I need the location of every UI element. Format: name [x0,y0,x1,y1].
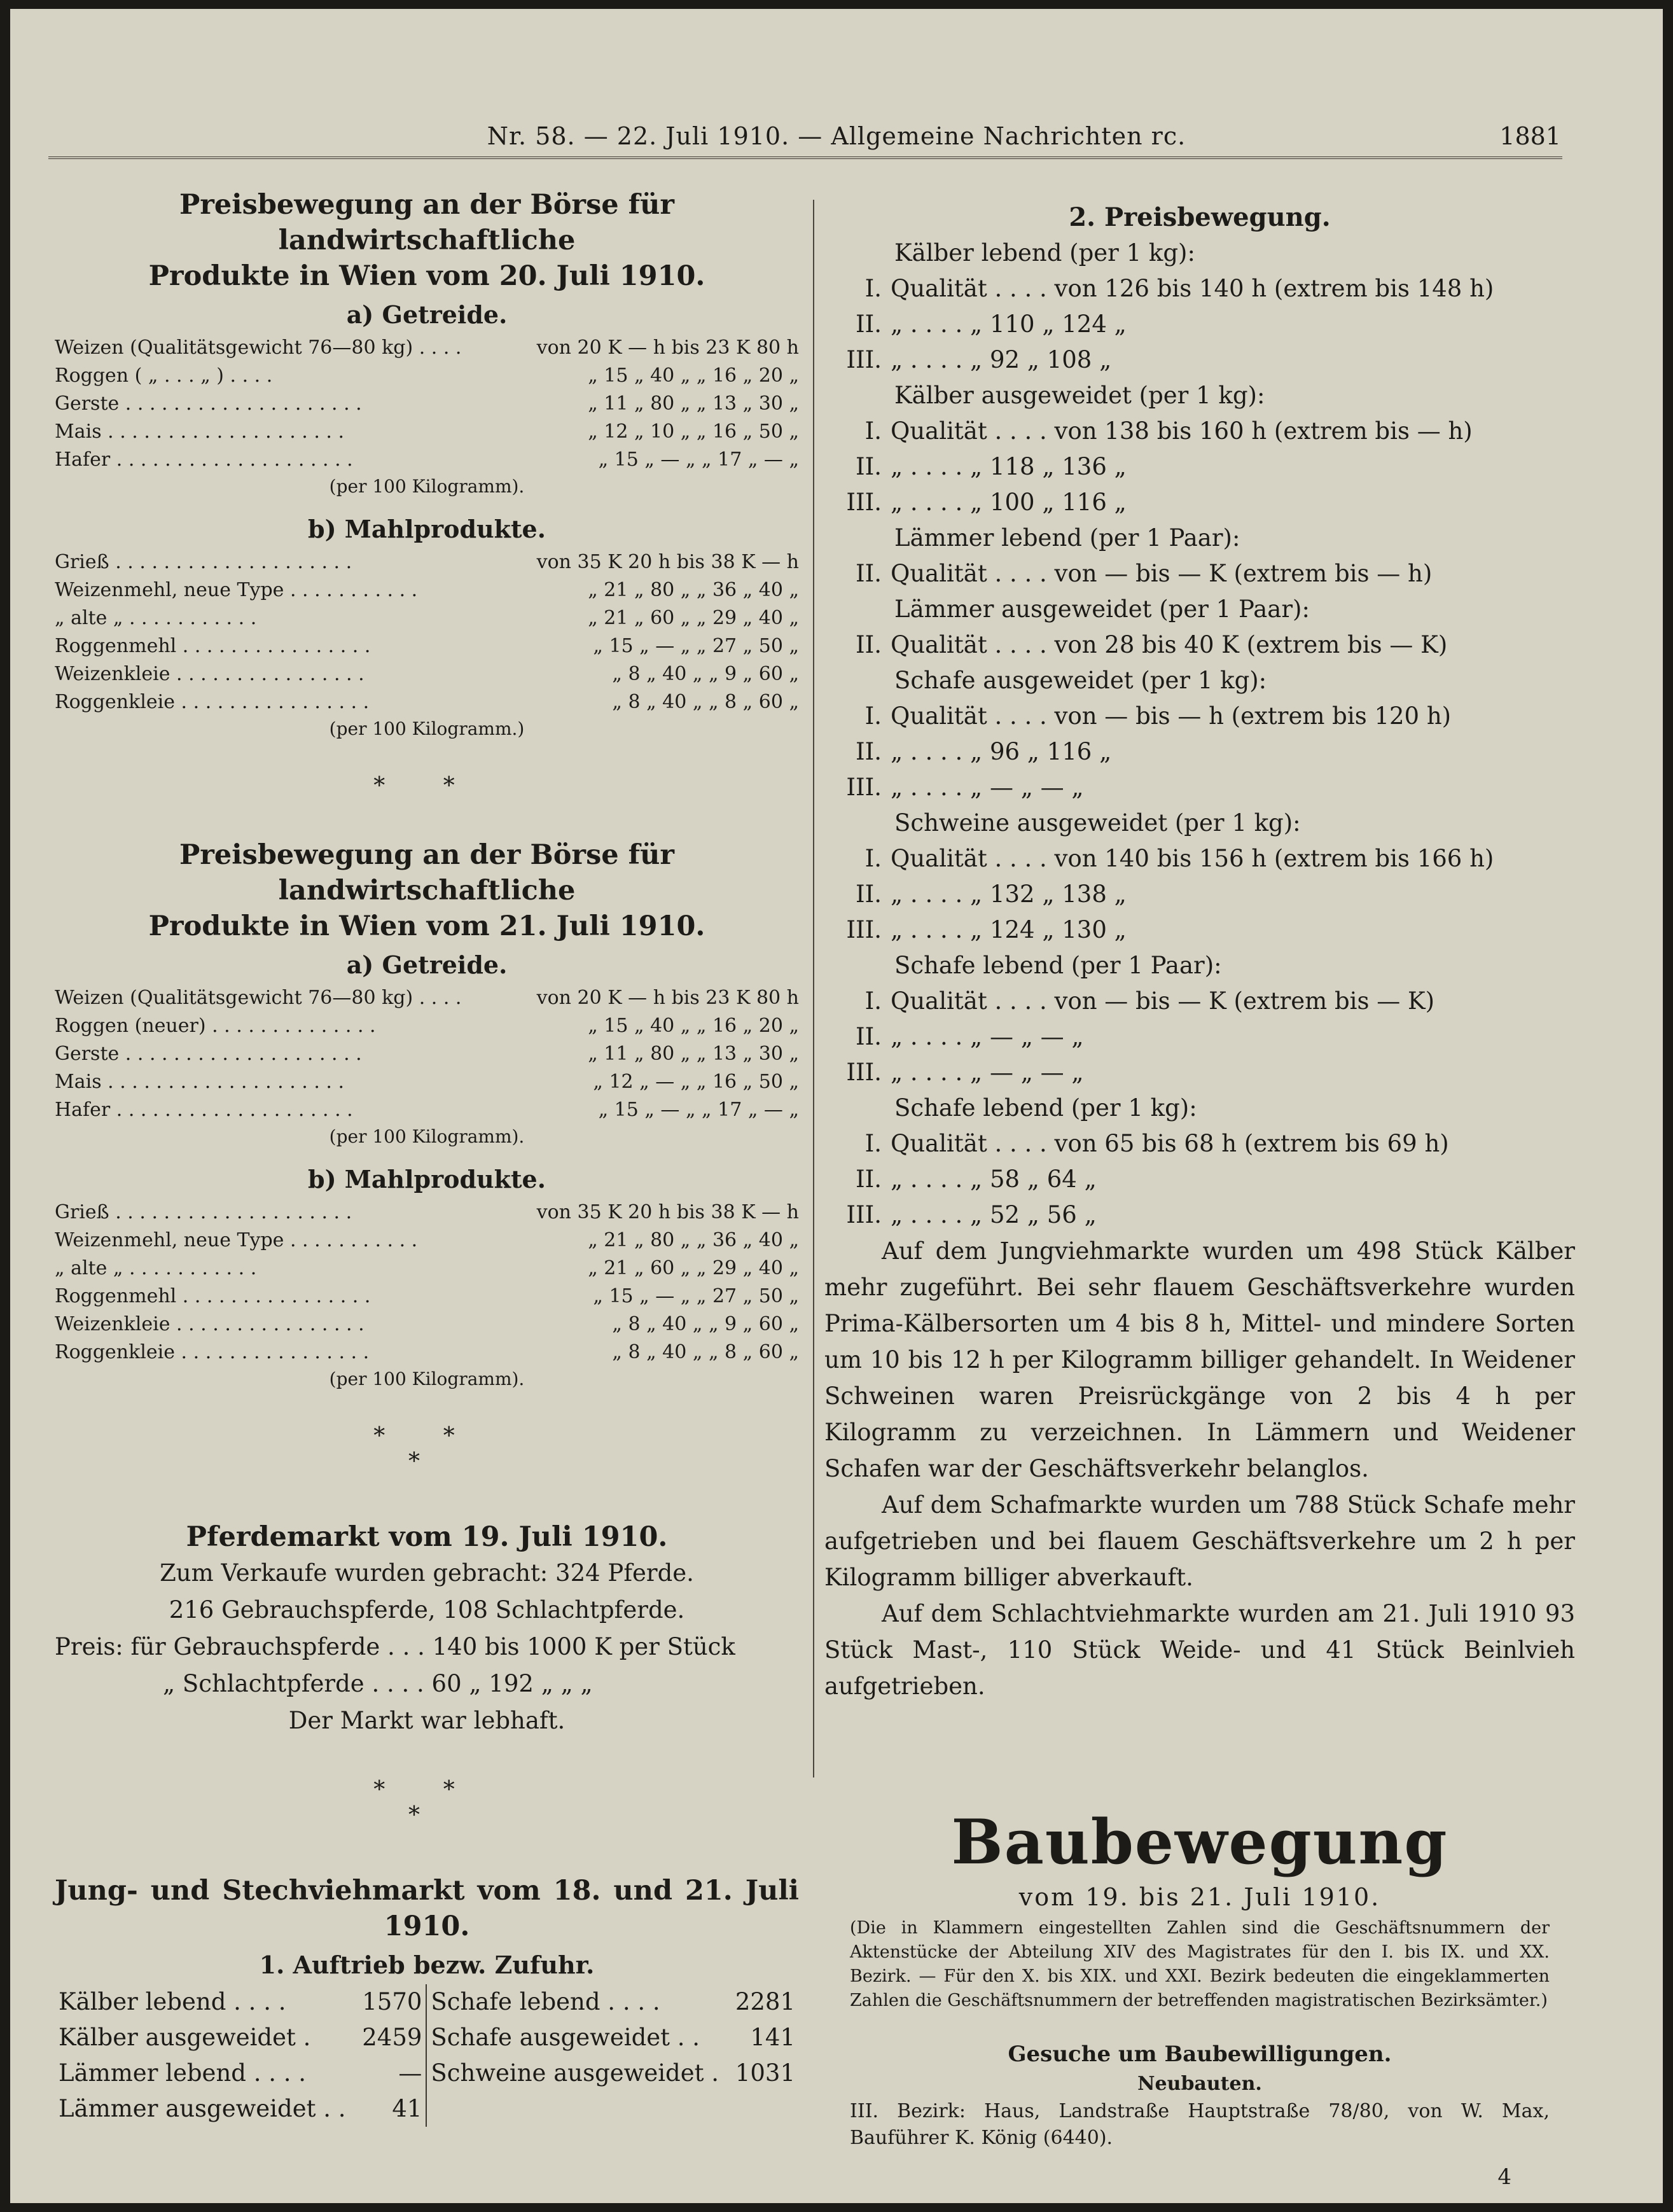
quality-prices: Qualität . . . . von — bis — K (extrem bis — h) [891,560,1433,587]
price-label: Weizenkleie . . . . . . . . . . . . . . . . [55,663,364,685]
auftrieb-label: Kälber lebend . . . . [59,1988,286,2015]
separator-stars: * * * [373,1423,480,1475]
jung-title-line2: 1910. [384,1910,470,1942]
paragraph-schafmarkt: Auf dem Schafmarkte wurden um 788 Stück Schafe mehr aufgetrieben und bei flauem Geschäftsverkehre um 2 h per Kilogramm billiger abverkauft. [824,1491,1575,1591]
quality-grade: II. [856,560,882,587]
price-row [55,1283,799,1311]
price-value: „ 21 „ 60 „ „ 29 „ 40 „ [588,1257,799,1279]
quality-prices: „ . . . . „ — „ — „ [891,1023,1084,1050]
auftrieb-label: Schafe lebend . . . . [426,1984,730,2020]
quality-row [824,271,1575,307]
quality-prices: „ . . . . „ 58 „ 64 „ [891,1165,1097,1193]
price-row [55,1227,799,1255]
quality-grade: I. [864,845,882,872]
price-row [55,1311,799,1339]
price-value: von 35 K 20 h bis 38 K — h [536,1201,799,1223]
category-heading: Lämmer ausgeweidet (per 1 Paar): [894,595,1310,623]
auftrieb-row [55,2020,799,2055]
preisbew-groups [824,235,1575,1233]
quality-grade: I. [864,275,882,302]
auftrieb-label: Kälber ausgeweidet . [59,2024,311,2051]
quality-prices: „ . . . . „ 132 „ 138 „ [891,880,1127,908]
sec1-title-line2: Produkte in Wien vom 20. Juli 1910. [148,260,705,292]
category-heading: Schafe ausgeweidet (per 1 kg): [894,667,1267,694]
signature-number: 4 [1497,2164,1511,2190]
quality-prices: Qualität . . . . von 138 bis 160 h (extrem bis — h) [891,417,1473,445]
price-value: „ 15 „ 40 „ „ 16 „ 20 „ [588,365,799,387]
pferd-line2: 216 Gebrauchspferde, 108 Schlachtpferde. [169,1596,685,1624]
price-label: Weizenmehl, neue Type . . . . . . . . . . . [55,1229,418,1251]
auftrieb-label [426,2091,730,2127]
price-value: „ 15 „ — „ „ 27 „ 50 „ [593,1285,799,1307]
quality-row [824,841,1575,877]
quality-row [824,877,1575,912]
quality-row [824,485,1575,520]
auftrieb-count: 141 [750,2024,795,2051]
category-heading: Kälber ausgeweidet (per 1 kg): [894,382,1265,409]
quality-row [824,414,1575,449]
page-number: 1881 [1499,122,1561,150]
quality-prices: Qualität . . . . von — bis — K (extrem bis — K) [891,987,1435,1015]
sec2-note-b: (per 100 Kilogramm). [329,1368,525,1389]
price-row [55,576,799,604]
quality-prices: „ . . . . „ 124 „ 130 „ [891,916,1127,943]
quality-prices: „ . . . . „ — „ — „ [891,1059,1084,1086]
price-row [55,362,799,390]
price-value: „ 11 „ 80 „ „ 13 „ 30 „ [588,1043,799,1065]
quality-row [824,734,1575,770]
auftrieb-label: Lämmer lebend . . . . [59,2059,307,2087]
preisbew-title: 2. Preisbewegung. [1069,202,1331,232]
quality-grade: II. [856,631,882,658]
quality-prices: „ . . . . „ 118 „ 136 „ [891,453,1127,480]
neubauten-heading: Neubauten. [1137,2073,1262,2095]
pferd-title: Pferdemarkt vom 19. Juli 1910. [186,1521,668,1553]
auftrieb-count: 1570 [362,1988,422,2015]
price-row [55,548,799,576]
quality-grade: I. [864,987,882,1015]
paragraph-jungvieh: Auf dem Jungviehmarkte wurden um 498 Stück Kälber mehr zugeführt. Bei sehr flauem Geschäftsverkehre wurden Prima-Kälbersorten um 4 bis 8 h, Mittel- und mindere Sorten um 10 bis 12 h per Kilogramm billiger gehandelt. In Weidener Schweinen waren Preisrückgänge von 2 bis 4 h per Kilogramm zu verzeichnen. In Lämmern und Weidener Schafen war der Geschäftsverkehr belanglos. [824,1237,1575,1482]
baubewegung-note: (Die in Klammern eingestellten Zahlen sind die Geschäftsnummern der Aktenstücke der Abteilung XIV des Magistrates für den I. bis IX. und XX. Bezirk. — Für den X. bis XIX. und XXI. Bezirk bedeuten die eingeklammerten Zahlen die Geschäftsnummern der betreffenden magistratischen Bezirksämter.) [850,1918,1550,2010]
quality-prices: „ . . . . „ — „ — „ [891,774,1084,801]
quality-grade: I. [864,1130,882,1157]
price-value: „ 8 „ 40 „ „ 8 „ 60 „ [612,691,799,713]
price-value: „ 15 „ — „ „ 17 „ — „ [598,449,799,471]
auftrieb-count [730,2091,799,2127]
price-label: Grieß . . . . . . . . . . . . . . . . . . . . [55,1201,352,1223]
quality-prices: Qualität . . . . von 28 bis 40 K (extrem bis — K) [891,631,1448,658]
price-row [55,446,799,474]
quality-grade: III. [846,1059,882,1086]
quality-row [824,1019,1575,1055]
price-row [55,604,799,632]
price-value: von 20 K — h bis 23 K 80 h [536,987,799,1009]
neubau-entry: III. Bezirk: Haus, Landstraße Hauptstraße 78/80, von W. Max, Bauführer K. König (6440). [850,2100,1550,2149]
quality-prices: „ . . . . „ 110 „ 124 „ [891,310,1127,338]
price-label: Roggenmehl . . . . . . . . . . . . . . . . [55,635,371,657]
price-label: Mais . . . . . . . . . . . . . . . . . . . . [55,1071,345,1093]
baubewegung-title: Baubewegung [951,1806,1448,1878]
pferd-line3: Der Markt war lebhaft. [288,1707,566,1734]
price-label: Gerste . . . . . . . . . . . . . . . . . . . . [55,393,362,415]
auftrieb-row [55,2055,799,2091]
price-label: Roggen ( „ . . . „ ) . . . . [55,365,273,387]
quality-grade: III. [846,916,882,943]
price-label: Roggenmehl . . . . . . . . . . . . . . . . [55,1285,371,1307]
quality-grade: II. [856,453,882,480]
price-value: „ 15 „ — „ „ 17 „ — „ [598,1099,799,1121]
price-value: „ 21 „ 80 „ „ 36 „ 40 „ [588,579,799,601]
price-label: Weizenmehl, neue Type . . . . . . . . . . . [55,579,418,601]
price-label: Roggenkleie . . . . . . . . . . . . . . . . [55,1341,370,1363]
quality-row [824,556,1575,592]
quality-row [824,912,1575,948]
quality-prices: „ . . . . „ 52 „ 56 „ [891,1201,1097,1228]
price-row [55,1096,799,1124]
price-label: Grieß . . . . . . . . . . . . . . . . . . . . [55,551,352,573]
quality-grade: II. [856,1165,882,1193]
quality-grade: II. [856,1023,882,1050]
quality-row [824,1197,1575,1233]
auftrieb-count: 2281 [735,1988,795,2015]
pferd-preis2: „ Schlachtpferde . . . . 60 „ 192 „ „ „ [163,1670,593,1697]
category-heading: Kälber lebend (per 1 kg): [894,239,1195,267]
quality-row [824,699,1575,734]
price-row [55,1068,799,1096]
sec1-note-a: (per 100 Kilogramm). [329,476,525,497]
price-value: „ 8 „ 40 „ „ 9 „ 60 „ [612,663,799,685]
quality-grade: II. [856,310,882,338]
price-label: Weizen (Qualitätsgewicht 76—80 kg) . . . . [55,337,462,359]
quality-row [824,984,1575,1019]
quality-grade: II. [856,738,882,765]
quality-row [824,342,1575,378]
running-header: Nr. 58. — 22. Juli 1910. — Allgemeine Nachrichten rc. [487,122,1186,150]
quality-prices: Qualität . . . . von — bis — h (extrem bis 120 h) [891,702,1452,730]
price-value: „ 15 „ 40 „ „ 16 „ 20 „ [588,1015,799,1037]
quality-row [824,449,1575,485]
sec2-sub-mahl: b) Mahlprodukte. [308,1165,546,1193]
price-value: von 20 K — h bis 23 K 80 h [536,337,799,359]
price-value: von 35 K 20 h bis 38 K — h [536,551,799,573]
price-value: „ 15 „ — „ „ 27 „ 50 „ [593,635,799,657]
auftrieb-label: Schafe ausgeweidet . . [426,2020,730,2055]
quality-prices: Qualität . . . . von 65 bis 68 h (extrem bis 69 h) [891,1130,1449,1157]
baubewegung-sub: vom 19. bis 21. Juli 1910. [1018,1883,1381,1911]
price-label: Gerste . . . . . . . . . . . . . . . . . . . . [55,1043,362,1065]
price-value: „ 21 „ 60 „ „ 29 „ 40 „ [588,607,799,629]
quality-prices: Qualität . . . . von 126 bis 140 h (extrem bis 148 h) [891,275,1494,302]
auftrieb-count: 41 [392,2095,422,2122]
category-heading: Schafe lebend (per 1 Paar): [894,952,1222,979]
sec2-title-line1: Preisbewegung an der Börse für landwirtschaftliche [179,839,675,907]
sec2-mahl-list [55,1199,799,1367]
quality-row [824,770,1575,805]
price-label: „ alte „ . . . . . . . . . . . [55,1257,257,1279]
category-heading: Schweine ausgeweidet (per 1 kg): [894,809,1301,837]
price-row [55,984,799,1012]
quality-grade: III. [846,774,882,801]
price-label: Weizenkleie . . . . . . . . . . . . . . . . [55,1313,364,1335]
sec1-getreide-list [55,334,799,474]
auftrieb-count: 2459 [362,2024,422,2051]
quality-grade: III. [846,489,882,516]
price-label: Hafer . . . . . . . . . . . . . . . . . . . . [55,449,353,471]
gesuche-heading: Gesuche um Baubewilligungen. [1008,2042,1392,2067]
quality-row [824,1162,1575,1197]
price-value: „ 8 „ 40 „ „ 8 „ 60 „ [612,1341,799,1363]
auftrieb-count: 1031 [735,2059,795,2087]
auftrieb-label: Schweine ausgeweidet . [426,2055,730,2091]
sec1-sub-getreide: a) Getreide. [346,300,508,329]
sec1-sub-mahl: b) Mahlprodukte. [308,515,546,543]
quality-prices: Qualität . . . . von 140 bis 156 h (extrem bis 166 h) [891,845,1494,872]
separator-stars: * * * [373,1777,480,1828]
quality-grade: I. [864,417,882,445]
quality-prices: „ . . . . „ 96 „ 116 „ [891,738,1112,765]
price-row [55,1339,799,1367]
quality-grade: II. [856,880,882,908]
price-label: Hafer . . . . . . . . . . . . . . . . . . . . [55,1099,353,1121]
paragraph-schlachtvieh: Auf dem Schlachtviehmarkte wurden am 21. Juli 1910 93 Stück Mast-, 110 Stück Weide- und 41 Stück Beinlvieh aufgetrieben. [824,1600,1575,1700]
price-value: „ 12 „ — „ „ 16 „ 50 „ [593,1071,799,1093]
price-label: „ alte „ . . . . . . . . . . . [55,607,257,629]
left-column [55,187,799,2127]
sec2-note-a: (per 100 Kilogramm). [329,1126,525,1147]
price-row [55,418,799,446]
jung-title-line1: Jung- und Stechviehmarkt vom 18. und 21. Juli [55,1875,799,1907]
right-column [824,200,1575,2190]
quality-prices: „ . . . . „ 92 „ 108 „ [891,346,1112,373]
category-heading: Lämmer lebend (per 1 Paar): [894,524,1240,552]
price-value: „ 12 „ 10 „ „ 16 „ 50 „ [588,421,799,443]
price-row [55,1255,799,1283]
sec2-title-line2: Produkte in Wien vom 21. Juli 1910. [148,910,705,942]
price-row [55,1199,799,1227]
price-row [55,632,799,660]
auftrieb-label: Lämmer ausgeweidet . . [59,2095,346,2122]
auftrieb-table [55,1984,799,2127]
jung-sub: 1. Auftrieb bezw. Zufuhr. [259,1951,595,1979]
separator-stars: * * [373,773,480,799]
price-label: Roggenkleie . . . . . . . . . . . . . . . . [55,691,370,713]
price-row [55,390,799,418]
header-rule [48,157,1562,159]
price-value: „ 21 „ 80 „ „ 36 „ 40 „ [588,1229,799,1251]
price-label: Roggen (neuer) . . . . . . . . . . . . . . [55,1015,376,1037]
pferd-line1: Zum Verkaufe wurden gebracht: 324 Pferde. [160,1559,694,1587]
price-label: Weizen (Qualitätsgewicht 76—80 kg) . . . . [55,987,462,1009]
price-value: „ 8 „ 40 „ „ 9 „ 60 „ [612,1313,799,1335]
price-row [55,688,799,716]
quality-grade: I. [864,702,882,730]
sec2-getreide-list [55,984,799,1124]
quality-row [824,1126,1575,1162]
sec1-title-line1: Preisbewegung an der Börse für landwirtschaftliche [179,189,675,256]
newspaper-page [10,9,1663,2203]
quality-grade: III. [846,346,882,373]
quality-row [824,627,1575,663]
sec1-mahl-list [55,548,799,716]
auftrieb-row [55,2091,799,2127]
category-heading: Schafe lebend (per 1 kg): [894,1094,1197,1122]
price-row [55,1012,799,1040]
sec1-note-b: (per 100 Kilogramm.) [329,718,525,739]
quality-row [824,1055,1575,1090]
quality-prices: „ . . . . „ 100 „ 116 „ [891,489,1127,516]
price-row [55,1040,799,1068]
quality-row [824,307,1575,342]
price-label: Mais . . . . . . . . . . . . . . . . . . . . [55,421,345,443]
auftrieb-row [55,1984,799,2020]
price-value: „ 11 „ 80 „ „ 13 „ 30 „ [588,393,799,415]
auftrieb-count: — [398,2059,422,2087]
pferd-preis1: Preis: für Gebrauchspferde . . . 140 bis 1000 K per Stück [55,1633,735,1660]
sec2-sub-getreide: a) Getreide. [346,950,508,979]
price-row [55,334,799,362]
column-divider [813,200,814,1777]
quality-grade: III. [846,1201,882,1228]
price-row [55,660,799,688]
